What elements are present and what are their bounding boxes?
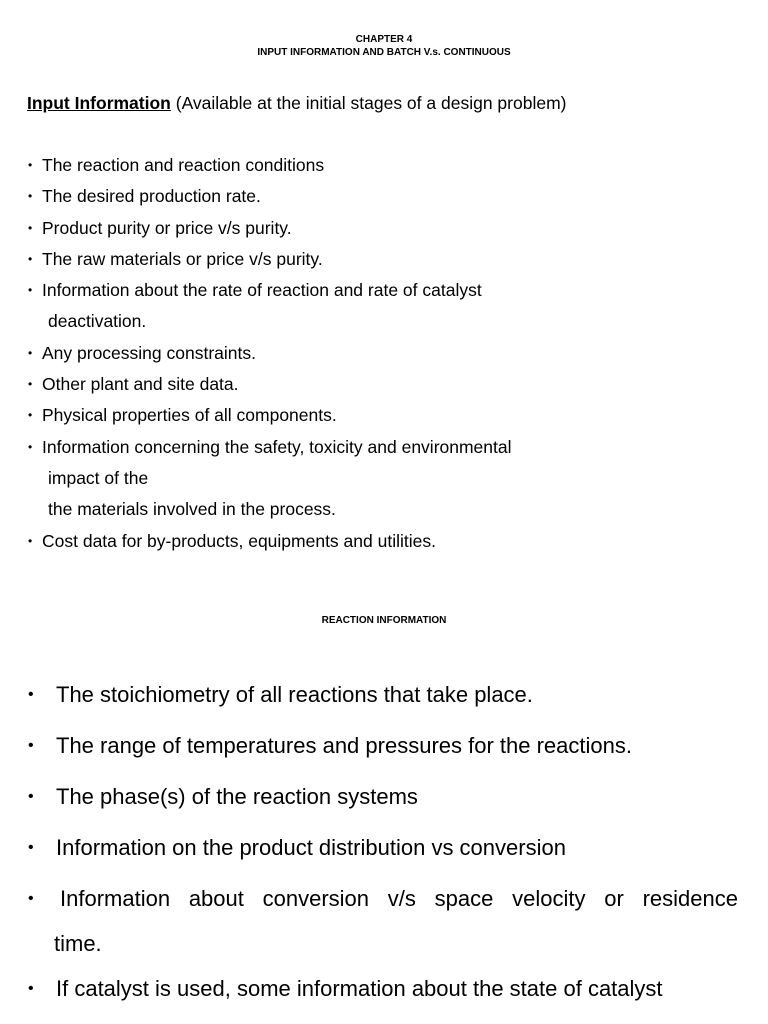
list-item: • Other plant and site data. xyxy=(28,369,512,400)
list-item: • The raw materials or price v/s purity. xyxy=(28,244,512,275)
chapter-number: CHAPTER 4 xyxy=(355,34,413,45)
reaction-information-list xyxy=(28,672,738,1017)
bullet-icon: • xyxy=(28,737,34,754)
list-item: • The range of temperatures and pressures for the reactions. xyxy=(28,723,738,768)
list-item: • Physical properties of all components. xyxy=(28,400,512,431)
list-item: • The stoichiometry of all reactions that take place. xyxy=(28,672,738,717)
input-information-intro xyxy=(27,91,566,115)
bullet-icon: • xyxy=(28,189,33,204)
bullet-icon: • xyxy=(28,439,33,454)
bullet-icon: • xyxy=(28,890,34,907)
bullet-icon: • xyxy=(28,377,33,392)
list-item-continuation: time. xyxy=(54,931,102,956)
list-item: • The desired production rate. xyxy=(28,181,512,212)
bullet-icon: • xyxy=(28,345,33,360)
chapter-title: INPUT INFORMATION AND BATCH V.s. CONTINUOUS xyxy=(257,47,511,58)
input-information-note: (Available at the initial stages of a design problem) xyxy=(170,93,567,113)
list-item-continuation: impact of the xyxy=(48,467,149,488)
list-item-continuation: deactivation. xyxy=(48,311,147,332)
list-item-continuation: the materials involved in the process. xyxy=(48,499,336,520)
bullet-icon: • xyxy=(28,283,33,298)
bullet-icon: • xyxy=(28,251,33,266)
bullet-icon: • xyxy=(28,980,34,997)
list-item: • Cost data for by-products, equipments and utilities. xyxy=(28,526,512,557)
bullet-icon: • xyxy=(28,533,33,548)
list-item: • Any processing constraints. xyxy=(28,338,512,369)
list-item: • If catalyst is used, some information about the state of catalyst xyxy=(28,966,738,1011)
list-item: • The reaction and reaction conditions xyxy=(28,150,512,181)
list-item: • Information concerning the safety, toxicity and environmental impact of the the materials involved in the process. xyxy=(28,432,512,526)
input-information-list xyxy=(28,150,512,557)
list-item: • Information about conversion v/s space velocity or residence time. xyxy=(28,876,738,966)
chapter-heading xyxy=(0,33,768,59)
list-item: • Information on the product distribution vs conversion xyxy=(28,825,738,870)
bullet-icon: • xyxy=(28,788,34,805)
list-item: • Information about the rate of reaction and rate of catalyst deactivation. xyxy=(28,275,512,338)
bullet-icon: • xyxy=(28,408,33,423)
list-item: • The phase(s) of the reaction systems xyxy=(28,774,738,819)
list-item: • Product purity or price v/s purity. xyxy=(28,213,512,244)
bullet-icon: • xyxy=(28,220,33,235)
bullet-icon: • xyxy=(28,158,33,172)
bullet-icon: • xyxy=(28,839,34,856)
input-information-heading: Input Information xyxy=(27,93,171,113)
bullet-icon: • xyxy=(28,686,34,703)
reaction-information-heading: REACTION INFORMATION xyxy=(321,615,447,626)
